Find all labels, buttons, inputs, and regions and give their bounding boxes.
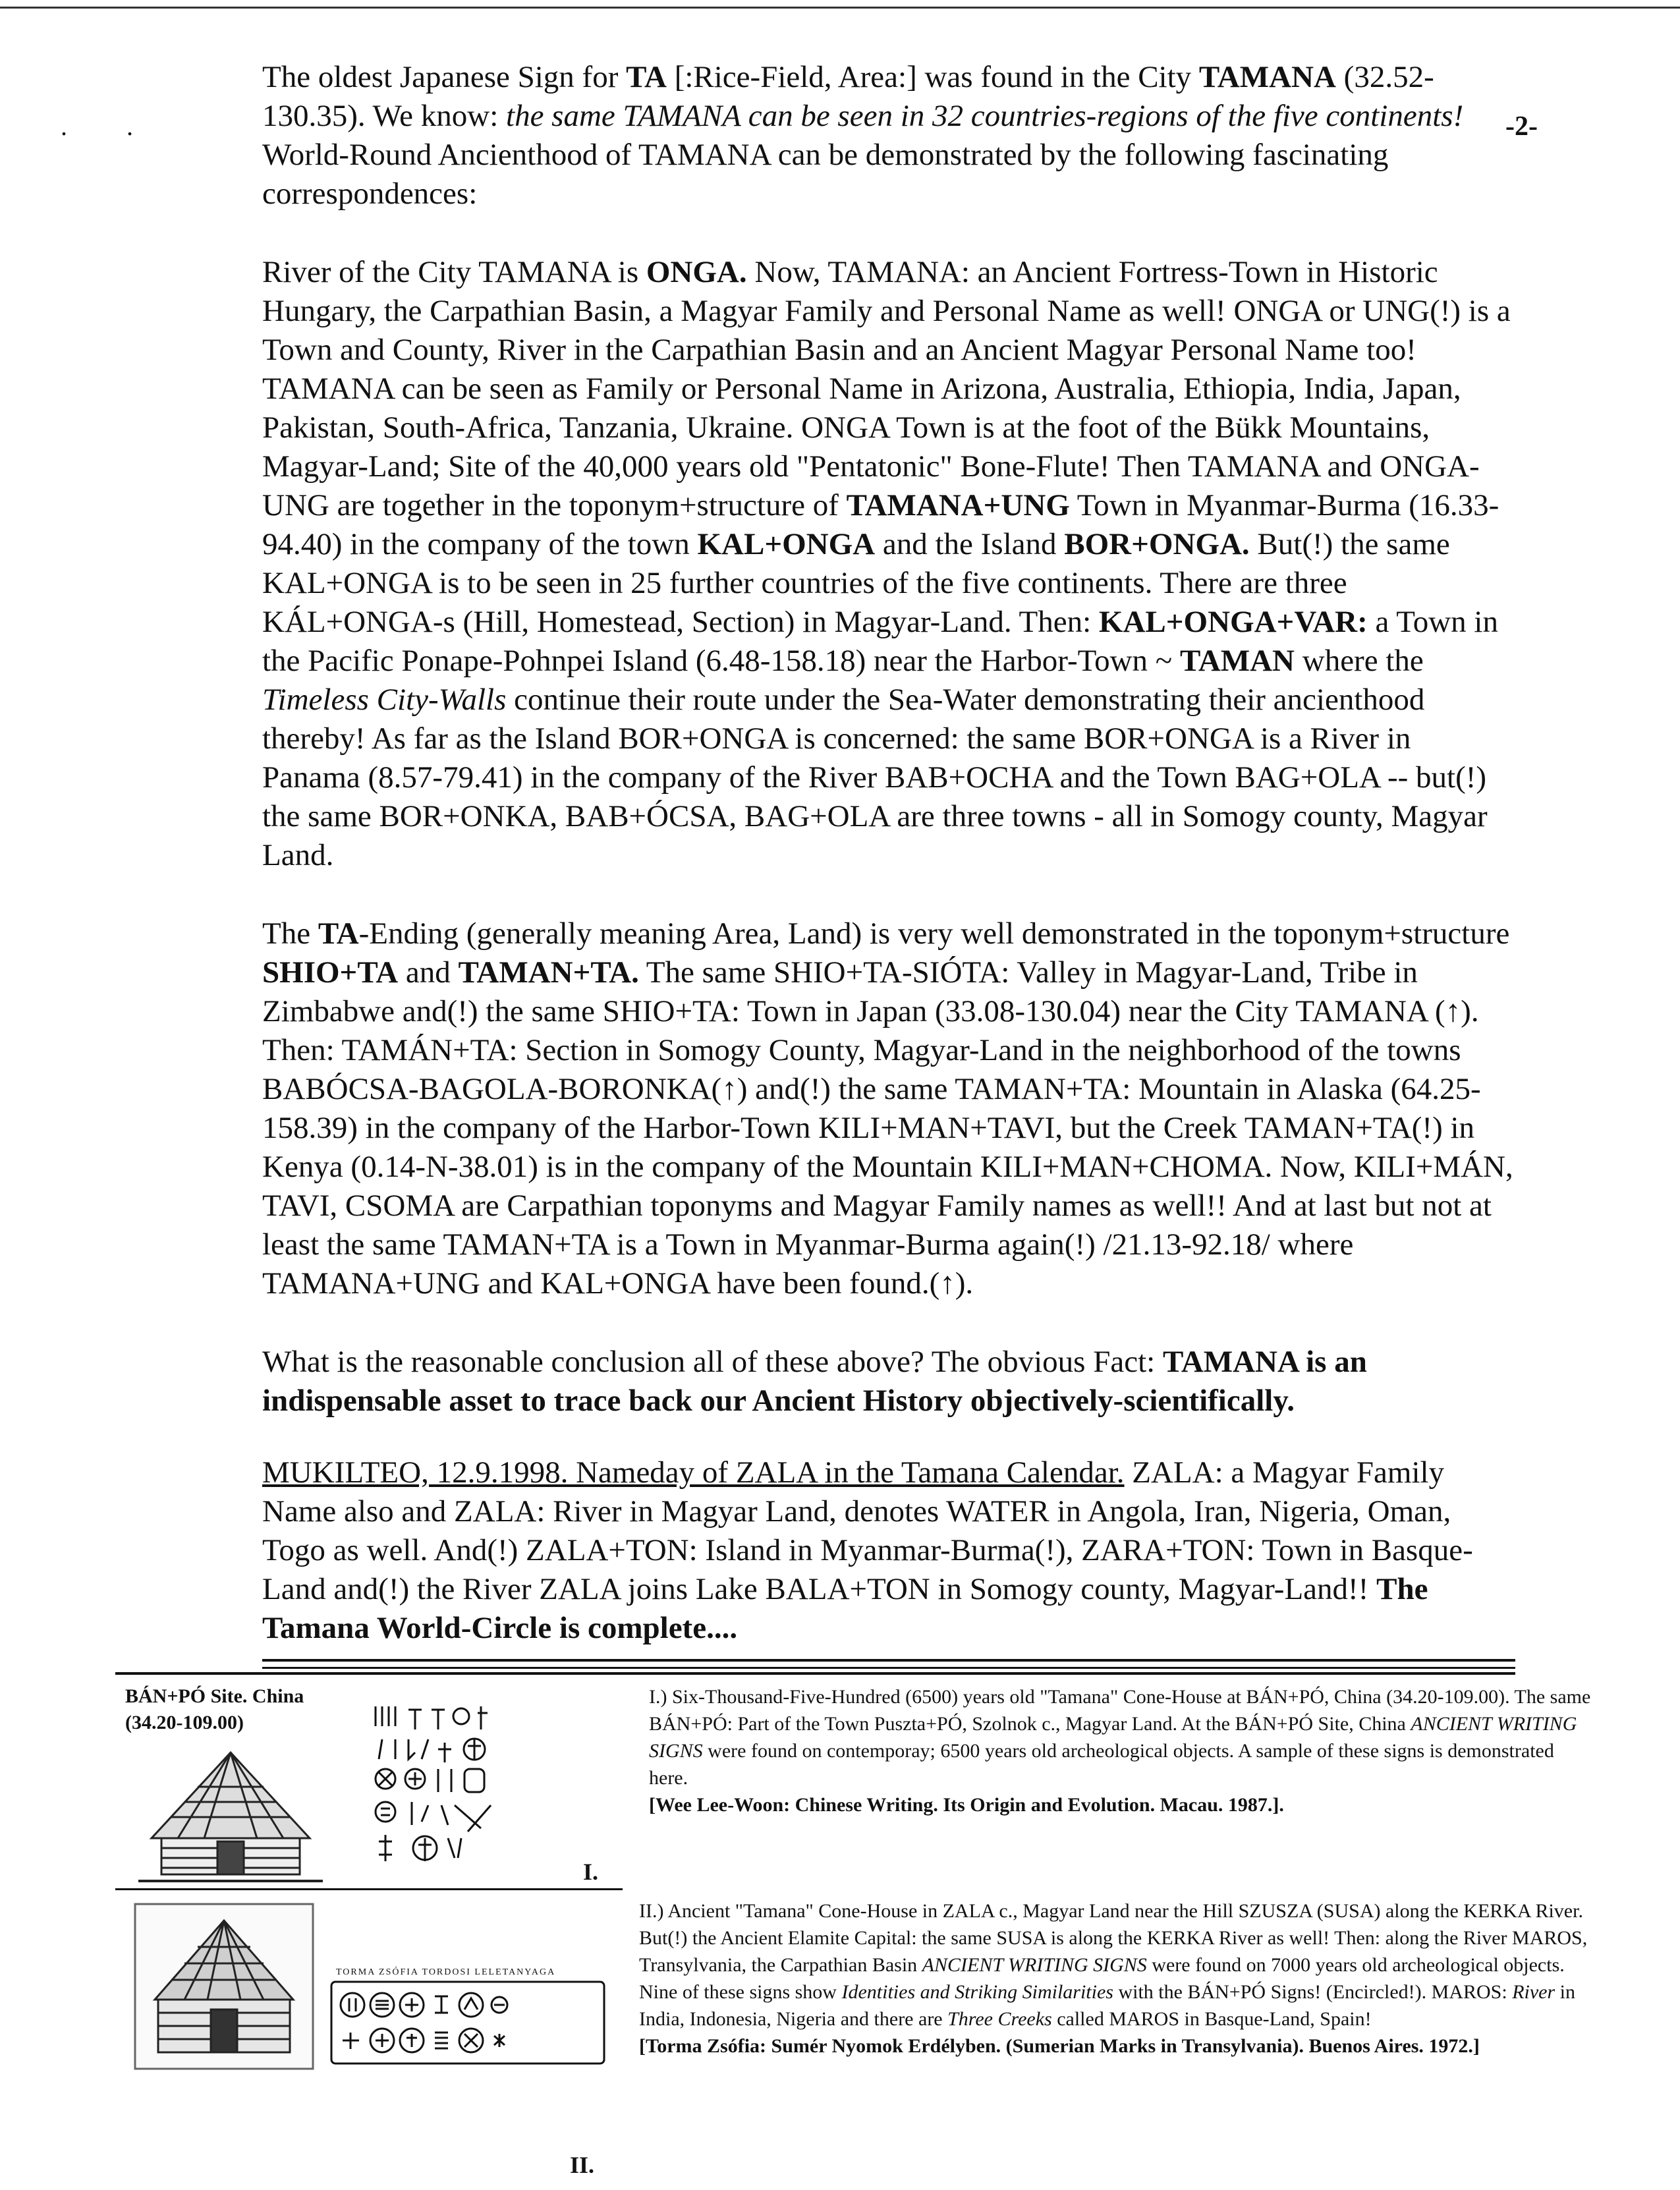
main-text (262, 58, 1514, 1648)
note-1 (649, 1683, 1598, 1818)
paragraph-conclusion (262, 1343, 1514, 1420)
text-span: What is the reasonable conclusion all of these above? The obvious Fact: (262, 1345, 1163, 1379)
figure1-label: I. (583, 1859, 599, 1885)
divider-rule (262, 1667, 1515, 1669)
text-span: II.) Ancient "Tamana" Cone-House in ZALA c., Magyar Land near the Hill SZUSZA (SUSA) along the KERKA River. But(!) the Ancient Elamite Capital: the same SUSA is along the KERKA River as well! Then: along the River MAROS, Transylvania, the Carpathian Basin (639, 1900, 1588, 1976)
cone-house-zala-image (132, 1901, 316, 2072)
note-1-reference: [Wee Lee-Woon: Chinese Writing. Its Origin and Evolution. Macau. 1987.]. (649, 1794, 1284, 1816)
divider-rule (115, 1672, 1515, 1675)
text-span: River of the City TAMANA is (262, 255, 646, 289)
text-span: I.) Six-Thousand-Five-Hundred (6500) years old "Tamana" Cone-House at BÁN+PÓ, China (34.20-109.00). The same BÁN+PÓ: Part of the Town Puszta+PÓ, Szolnok c., Magyar Land. At the BÁN+PÓ Site, China (649, 1686, 1591, 1735)
margin-marks: . . (61, 111, 159, 141)
note-2 (639, 1897, 1598, 2060)
text-span: continue their route under the Sea-Water demonstrating their ancienthood thereby! As far as the Island BOR+ONGA is concerned: the same BOR+ONGA is a River in Panama (8.57-79.41) in the company of the River BAB+OCHA and the Town BAG+OLA -- but(!) the same BOR+ONKA, BAB+ÓCSA, BAG+OLA are three towns - all in Somogy county, Magyar Land. (262, 683, 1488, 872)
figure1-caption-line: (34.20-109.00) (125, 1712, 244, 1733)
text-span: But(!) the same KAL+ONGA is to be seen in 25 further countries of the five continents. There are three KÁL+ONGA-s (Hill, Homestead, Section) in Magyar-Land. Then: (262, 527, 1450, 639)
note-2-reference: [Torma Zsófia: Sumér Nyomok Erdélyben. (Sumerian Marks in Transylvania). Buenos Aires. 1972.] (639, 2035, 1480, 2057)
signs-header: TORMA ZSÓFIA TORDOSI LELETANYAGA (336, 1967, 556, 1977)
figure1-caption (125, 1683, 304, 1736)
text-span: ZALA: a Magyar Family Name also and ZALA: River in Magyar Land, denotes WATER in Angola, Iran, Nigeria, Oman, Togo as well. And(!) ZALA+TON: Island in Myanmar-Burma(!), ZARA+TON: Town in Basque-Land and(!) the River ZALA joins Lake BALA+TON in Somogy county, Magyar-Land!! (262, 1455, 1473, 1606)
text-bold: The Tamana World-Circle is complete.... (262, 1572, 1428, 1645)
text-bold: ONGA. (646, 255, 747, 289)
text-bold: TA (318, 916, 359, 951)
text-bold: TAMAN (1179, 644, 1295, 678)
text-span: (32.52-130.35). We know: (262, 60, 1434, 133)
text-bold: SHIO+TA (262, 955, 399, 990)
text-span: Now, TAMANA: an Ancient Fortress-Town in Historic Hungary, the Carpathian Basin, a Magyar Family and Personal Name as well! ONGA or UNG(!) is a Town and County, River in the Carpathian Basin and an Ancient Magyar Personal Name too! TAMANA can be seen as Family or Personal Name in Arizona, Australia, Ethiopia, India, Japan, Pakistan, South-Africa, Tanzania, Ukraine. ONGA Town is at the foot of the Bükk Mountains, Magyar-Land; Site of the 40,000 years old "Pentatonic" Bone-Flute! Then TAMANA and ONGA-UNG are together in the toponym+structure of (262, 255, 1511, 522)
text-span: were found on 7000 years old archeological objects. Nine of these signs show (639, 1954, 1565, 2003)
cone-house-banpo-image (132, 1739, 329, 1891)
text-span: World-Round Ancienthood of TAMANA can be demonstrated by the following fascinating correspondences: (262, 138, 1389, 211)
text-span: called MAROS in Basque-Land, Spain! (1051, 2008, 1372, 2030)
paragraph-intro (262, 58, 1514, 213)
text-italic: Identities and Striking Similarities (841, 1981, 1113, 2003)
text-bold: TA (626, 60, 667, 94)
text-span: in India, Indonesia, Nigeria and there are (639, 1981, 1575, 2030)
paragraph-ta-ending (262, 914, 1514, 1303)
text-bold: KAL+ONGA (697, 527, 876, 561)
figure1-caption-line: BÁN+PÓ Site. China (125, 1685, 304, 1707)
text-bold: TAMANA (1198, 60, 1336, 94)
text-span: The same SHIO+TA-SIÓTA: Valley in Magyar-Land, Tribe in Zimbabwe and(!) the same SHIO+TA: Town in Japan (33.08-130.04) near the City TAMANA (↑). Then: TAMÁN+TA: Section in Somogy County, Magyar-Land in the neighborhood of the towns BABÓCSA-BAGOLA-BORONKA(↑) and(!) the same TAMAN+TA: Mountain in Alaska (64.25-158.39) in the company of the Harbor-Town KILI+MAN+TAVI, but the Creek TAMAN+TA(!) in Kenya (0.14-N-38.01) is in the company of the Mountain KILI+MAN+CHOMA. Now, KILI+MÁN, TAVI, CSOMA are Carpathian toponyms and Magyar Family names as well!! And at last but not at least the same TAMAN+TA is a Town in Myanmar-Burma again(!) /21.13-92.18/ where TAMANA+UNG and KAL+ONGA have been found.(↑). (262, 955, 1513, 1301)
text-italic: ANCIENT WRITING SIGNS (649, 1713, 1577, 1762)
text-bold: TAMAN+TA. (458, 955, 639, 990)
divider-rule (262, 1659, 1515, 1662)
torma-signs-image (329, 1980, 606, 2065)
paragraph-signature (262, 1453, 1514, 1648)
text-span: [:Rice-Field, Area:] was found in the City (666, 60, 1199, 94)
text-bold: TAMANA+UNG (846, 488, 1070, 522)
text-italic: ANCIENT WRITING SIGNS (922, 1954, 1147, 1976)
figure2-label: II. (570, 2152, 595, 2178)
text-italic: Three Creeks (947, 2008, 1052, 2030)
banpo-signs-image (369, 1700, 553, 1891)
figure-divider (115, 1888, 623, 1890)
text-span: a Town in the Pacific Ponape-Pohnpei Island (6.48-158.18) near the Harbor-Town ~ (262, 605, 1498, 678)
page-number: -2- (1505, 111, 1538, 142)
text-span: Town in Myanmar-Burma (16.33-94.40) in the company of the town (262, 488, 1499, 561)
text-span: The (262, 916, 318, 951)
text-bold: BOR+ONGA. (1064, 527, 1250, 561)
text-italic: Timeless City-Walls (262, 683, 507, 717)
text-span: where the (1295, 644, 1424, 678)
dateline: MUKILTEO, 12.9.1998. Nameday of ZALA in the Tamana Calendar. (262, 1455, 1125, 1490)
text-bold: KAL+ONGA+VAR: (1098, 605, 1368, 639)
text-span: and the Island (875, 527, 1065, 561)
text-span: and (398, 955, 459, 990)
text-span: were found on contemporay; 6500 years old archeological objects. A sample of these signs is demonstrated here. (649, 1740, 1554, 1789)
text-span: with the BÁN+PÓ Signs! (Encircled!). MAROS: (1113, 1981, 1513, 2003)
text-italic: the same TAMANA can be seen in 32 countries-regions of the five continents! (506, 99, 1464, 133)
text-italic: River (1512, 1981, 1555, 2003)
text-span: The oldest Japanese Sign for (262, 60, 627, 94)
text-bold: TAMANA is an indispensable asset to trace back our Ancient History objectively-scientifically. (262, 1345, 1367, 1418)
text-span: -Ending (generally meaning Area, Land) is very well demonstrated in the toponym+structure (358, 916, 1510, 951)
top-rule (0, 7, 1680, 9)
paragraph-onga (262, 253, 1514, 875)
